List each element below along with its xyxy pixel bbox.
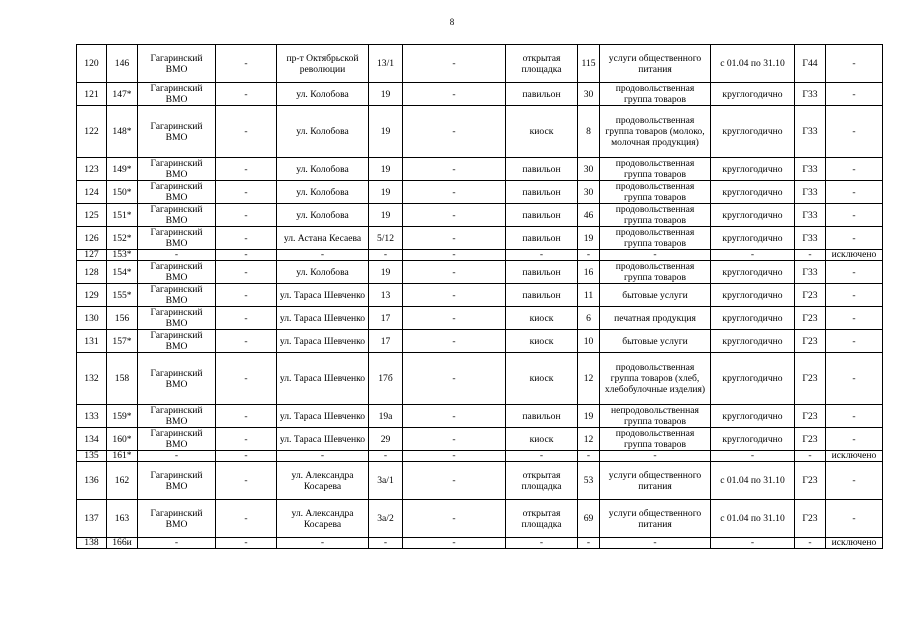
specialization-cell: продовольственная группа товаров xyxy=(600,158,711,181)
district-cell: - xyxy=(138,250,216,261)
place-number: 158 xyxy=(107,353,138,405)
district-cell: Гагаринский ВМО xyxy=(138,405,216,428)
empty-cell: - xyxy=(216,250,277,261)
table-row xyxy=(77,250,883,261)
house-cell: - xyxy=(369,451,403,462)
area-cell: 30 xyxy=(578,181,600,204)
street-cell: ул. Колобова xyxy=(277,204,369,227)
zone-cell: Г23 xyxy=(795,462,826,500)
table-row xyxy=(77,538,883,549)
district-cell: Гагаринский ВМО xyxy=(138,106,216,158)
zone-cell: Г23 xyxy=(795,284,826,307)
street-cell: ул. Александра Косарева xyxy=(277,500,369,538)
street-cell: ул. Тараса Шевченко xyxy=(277,428,369,451)
landmark-cell: - xyxy=(403,330,506,353)
row-number: 120 xyxy=(77,45,107,83)
specialization-cell: продовольственная группа товаров xyxy=(600,261,711,284)
period-cell: круглогодично xyxy=(711,261,795,284)
district-cell: Гагаринский ВМО xyxy=(138,307,216,330)
street-cell: ул. Колобова xyxy=(277,261,369,284)
table-row xyxy=(77,284,883,307)
row-number: 123 xyxy=(77,158,107,181)
table-row xyxy=(77,330,883,353)
area-cell: 12 xyxy=(578,353,600,405)
period-cell: круглогодично xyxy=(711,158,795,181)
landmark-cell: - xyxy=(403,45,506,83)
place-number: 156 xyxy=(107,307,138,330)
place-number: 147* xyxy=(107,83,138,106)
period-cell: круглогодично xyxy=(711,428,795,451)
empty-cell: - xyxy=(216,353,277,405)
note-cell: - xyxy=(826,227,883,250)
note-cell: - xyxy=(826,353,883,405)
specialization-cell: продовольственная группа товаров xyxy=(600,227,711,250)
object-type-cell: павильон xyxy=(506,284,578,307)
place-number: 163 xyxy=(107,500,138,538)
zone-cell: Г23 xyxy=(795,307,826,330)
area-cell: 53 xyxy=(578,462,600,500)
street-cell: - xyxy=(277,538,369,549)
area-cell: 10 xyxy=(578,330,600,353)
table-row xyxy=(77,204,883,227)
note-cell: исключено xyxy=(826,451,883,462)
period-cell: круглогодично xyxy=(711,181,795,204)
empty-cell: - xyxy=(216,451,277,462)
object-type-cell: - xyxy=(506,250,578,261)
row-number: 136 xyxy=(77,462,107,500)
house-cell: 13 xyxy=(369,284,403,307)
empty-cell: - xyxy=(216,284,277,307)
table-row xyxy=(77,353,883,405)
street-cell: ул. Тараса Шевченко xyxy=(277,405,369,428)
empty-cell: - xyxy=(216,83,277,106)
street-cell: ул. Колобова xyxy=(277,106,369,158)
district-cell: Гагаринский ВМО xyxy=(138,353,216,405)
house-cell: 19 xyxy=(369,83,403,106)
landmark-cell: - xyxy=(403,500,506,538)
empty-cell: - xyxy=(216,204,277,227)
street-cell: ул. Колобова xyxy=(277,181,369,204)
row-number: 125 xyxy=(77,204,107,227)
specialization-cell: услуги общественного питания xyxy=(600,500,711,538)
house-cell: 19 xyxy=(369,106,403,158)
object-type-cell: павильон xyxy=(506,204,578,227)
period-cell: круглогодично xyxy=(711,307,795,330)
row-number: 129 xyxy=(77,284,107,307)
object-type-cell: павильон xyxy=(506,227,578,250)
house-cell: 19 xyxy=(369,204,403,227)
district-cell: Гагаринский ВМО xyxy=(138,45,216,83)
row-number: 131 xyxy=(77,330,107,353)
house-cell: 3а/1 xyxy=(369,462,403,500)
object-type-cell: киоск xyxy=(506,330,578,353)
area-cell: 16 xyxy=(578,261,600,284)
note-cell: - xyxy=(826,204,883,227)
landmark-cell: - xyxy=(403,405,506,428)
place-number: 151* xyxy=(107,204,138,227)
object-type-cell: киоск xyxy=(506,428,578,451)
house-cell: - xyxy=(369,250,403,261)
landmark-cell: - xyxy=(403,227,506,250)
landmark-cell: - xyxy=(403,250,506,261)
house-cell: 17 xyxy=(369,307,403,330)
place-number: 157* xyxy=(107,330,138,353)
empty-cell: - xyxy=(216,261,277,284)
street-cell: - xyxy=(277,250,369,261)
landmark-cell: - xyxy=(403,538,506,549)
street-cell: ул. Александра Косарева xyxy=(277,462,369,500)
place-number: 162 xyxy=(107,462,138,500)
district-cell: Гагаринский ВМО xyxy=(138,181,216,204)
object-type-cell: открытая площадка xyxy=(506,462,578,500)
specialization-cell: - xyxy=(600,250,711,261)
house-cell: 3а/2 xyxy=(369,500,403,538)
specialization-cell: продовольственная группа товаров xyxy=(600,428,711,451)
district-cell: Гагаринский ВМО xyxy=(138,428,216,451)
specialization-cell: продовольственная группа товаров xyxy=(600,181,711,204)
landmark-cell: - xyxy=(403,261,506,284)
district-cell: Гагаринский ВМО xyxy=(138,261,216,284)
note-cell: - xyxy=(826,330,883,353)
landmark-cell: - xyxy=(403,353,506,405)
row-number: 124 xyxy=(77,181,107,204)
empty-cell: - xyxy=(216,158,277,181)
table-row xyxy=(77,45,883,83)
zone-cell: - xyxy=(795,250,826,261)
page-number: 8 xyxy=(449,17,455,27)
object-type-cell: павильон xyxy=(506,158,578,181)
area-cell: 19 xyxy=(578,405,600,428)
zone-cell: - xyxy=(795,538,826,549)
zone-cell: Г33 xyxy=(795,204,826,227)
landmark-cell: - xyxy=(403,83,506,106)
note-cell: - xyxy=(826,181,883,204)
house-cell: 19 xyxy=(369,158,403,181)
row-number: 133 xyxy=(77,405,107,428)
empty-cell: - xyxy=(216,538,277,549)
period-cell: круглогодично xyxy=(711,405,795,428)
object-type-cell: павильон xyxy=(506,83,578,106)
place-number: 161* xyxy=(107,451,138,462)
empty-cell: - xyxy=(216,428,277,451)
object-type-cell: - xyxy=(506,451,578,462)
zone-cell: Г33 xyxy=(795,181,826,204)
empty-cell: - xyxy=(216,227,277,250)
district-cell: Гагаринский ВМО xyxy=(138,158,216,181)
note-cell: - xyxy=(826,307,883,330)
zone-cell: Г33 xyxy=(795,83,826,106)
row-number: 134 xyxy=(77,428,107,451)
district-cell: - xyxy=(138,538,216,549)
specialization-cell: продовольственная группа товаров (молоко, молочная продукция) xyxy=(600,106,711,158)
table-row xyxy=(77,227,883,250)
zone-cell: - xyxy=(795,451,826,462)
landmark-cell: - xyxy=(403,204,506,227)
table-row xyxy=(77,428,883,451)
place-number: 159* xyxy=(107,405,138,428)
place-number: 148* xyxy=(107,106,138,158)
object-type-cell: павильон xyxy=(506,405,578,428)
period-cell: - xyxy=(711,250,795,261)
object-type-cell: киоск xyxy=(506,106,578,158)
place-number: 166и xyxy=(107,538,138,549)
empty-cell: - xyxy=(216,307,277,330)
house-cell: 13/1 xyxy=(369,45,403,83)
table-row xyxy=(77,106,883,158)
place-number: 146 xyxy=(107,45,138,83)
house-cell: 17 xyxy=(369,330,403,353)
house-cell: 19а xyxy=(369,405,403,428)
area-cell: - xyxy=(578,451,600,462)
table-row xyxy=(77,307,883,330)
specialization-cell: бытовые услуги xyxy=(600,330,711,353)
period-cell: с 01.04 по 31.10 xyxy=(711,500,795,538)
object-type-cell: киоск xyxy=(506,353,578,405)
specialization-cell: услуги общественного питания xyxy=(600,462,711,500)
table-row xyxy=(77,462,883,500)
district-cell: Гагаринский ВМО xyxy=(138,227,216,250)
street-cell: - xyxy=(277,451,369,462)
street-cell: ул. Тараса Шевченко xyxy=(277,330,369,353)
landmark-cell: - xyxy=(403,451,506,462)
period-cell: круглогодично xyxy=(711,353,795,405)
place-number: 149* xyxy=(107,158,138,181)
landmark-cell: - xyxy=(403,428,506,451)
table-row xyxy=(77,451,883,462)
district-cell: Гагаринский ВМО xyxy=(138,500,216,538)
area-cell: 6 xyxy=(578,307,600,330)
period-cell: с 01.04 по 31.10 xyxy=(711,45,795,83)
zone-cell: Г33 xyxy=(795,158,826,181)
area-cell: 30 xyxy=(578,158,600,181)
empty-cell: - xyxy=(216,106,277,158)
object-type-cell: открытая площадка xyxy=(506,500,578,538)
table-row xyxy=(77,405,883,428)
note-cell: - xyxy=(826,106,883,158)
row-number: 122 xyxy=(77,106,107,158)
zone-cell: Г44 xyxy=(795,45,826,83)
note-cell: - xyxy=(826,45,883,83)
period-cell: круглогодично xyxy=(711,83,795,106)
landmark-cell: - xyxy=(403,181,506,204)
period-cell: - xyxy=(711,538,795,549)
note-cell: - xyxy=(826,261,883,284)
table-row xyxy=(77,83,883,106)
zone-cell: Г23 xyxy=(795,405,826,428)
area-cell: 19 xyxy=(578,227,600,250)
area-cell: 115 xyxy=(578,45,600,83)
empty-cell: - xyxy=(216,45,277,83)
note-cell: - xyxy=(826,500,883,538)
row-number: 130 xyxy=(77,307,107,330)
area-cell: 8 xyxy=(578,106,600,158)
area-cell: - xyxy=(578,250,600,261)
street-cell: ул. Колобова xyxy=(277,158,369,181)
note-cell: исключено xyxy=(826,538,883,549)
table-row xyxy=(77,158,883,181)
table-row xyxy=(77,181,883,204)
note-cell: - xyxy=(826,284,883,307)
note-cell: - xyxy=(826,462,883,500)
specialization-cell: продовольственная группа товаров xyxy=(600,204,711,227)
row-number: 121 xyxy=(77,83,107,106)
note-cell: - xyxy=(826,83,883,106)
zone-cell: Г23 xyxy=(795,500,826,538)
note-cell: исключено xyxy=(826,250,883,261)
note-cell: - xyxy=(826,158,883,181)
landmark-cell: - xyxy=(403,158,506,181)
period-cell: круглогодично xyxy=(711,204,795,227)
landmark-cell: - xyxy=(403,462,506,500)
district-cell: Гагаринский ВМО xyxy=(138,462,216,500)
street-cell: ул. Тараса Шевченко xyxy=(277,307,369,330)
zone-cell: Г33 xyxy=(795,106,826,158)
district-cell: Гагаринский ВМО xyxy=(138,204,216,227)
row-number: 127 xyxy=(77,250,107,261)
object-type-cell: павильон xyxy=(506,181,578,204)
specialization-cell: продовольственная группа товаров xyxy=(600,83,711,106)
place-number: 154* xyxy=(107,261,138,284)
specialization-cell: - xyxy=(600,538,711,549)
specialization-cell: продовольственная группа товаров (хлеб, хлебобулочные изделия) xyxy=(600,353,711,405)
row-number: 128 xyxy=(77,261,107,284)
specialization-cell: услуги общественного питания xyxy=(600,45,711,83)
zone-cell: Г33 xyxy=(795,261,826,284)
specialization-cell: бытовые услуги xyxy=(600,284,711,307)
street-cell: пр-т Октябрьской революции xyxy=(277,45,369,83)
district-cell: Гагаринский ВМО xyxy=(138,284,216,307)
area-cell: - xyxy=(578,538,600,549)
object-type-cell: киоск xyxy=(506,307,578,330)
area-cell: 11 xyxy=(578,284,600,307)
house-cell: 19 xyxy=(369,181,403,204)
period-cell: круглогодично xyxy=(711,227,795,250)
specialization-cell: печатная продукция xyxy=(600,307,711,330)
district-cell: - xyxy=(138,451,216,462)
row-number: 137 xyxy=(77,500,107,538)
object-type-cell: открытая площадка xyxy=(506,45,578,83)
house-cell: - xyxy=(369,538,403,549)
place-number: 160* xyxy=(107,428,138,451)
empty-cell: - xyxy=(216,405,277,428)
house-cell: 19 xyxy=(369,261,403,284)
street-cell: ул. Колобова xyxy=(277,83,369,106)
place-number: 155* xyxy=(107,284,138,307)
period-cell: - xyxy=(711,451,795,462)
house-cell: 17б xyxy=(369,353,403,405)
period-cell: с 01.04 по 31.10 xyxy=(711,462,795,500)
place-number: 153* xyxy=(107,250,138,261)
specialization-cell: - xyxy=(600,451,711,462)
empty-cell: - xyxy=(216,462,277,500)
district-cell: Гагаринский ВМО xyxy=(138,330,216,353)
street-cell: ул. Астана Кесаева xyxy=(277,227,369,250)
place-number: 152* xyxy=(107,227,138,250)
row-number: 126 xyxy=(77,227,107,250)
zone-cell: Г23 xyxy=(795,353,826,405)
landmark-cell: - xyxy=(403,307,506,330)
district-cell: Гагаринский ВМО xyxy=(138,83,216,106)
row-number: 132 xyxy=(77,353,107,405)
place-number: 150* xyxy=(107,181,138,204)
zone-cell: Г23 xyxy=(795,428,826,451)
table-row xyxy=(77,500,883,538)
house-cell: 5/12 xyxy=(369,227,403,250)
street-cell: ул. Тараса Шевченко xyxy=(277,353,369,405)
period-cell: круглогодично xyxy=(711,330,795,353)
note-cell: - xyxy=(826,428,883,451)
row-number: 138 xyxy=(77,538,107,549)
street-cell: ул. Тараса Шевченко xyxy=(277,284,369,307)
zone-cell: Г33 xyxy=(795,227,826,250)
area-cell: 46 xyxy=(578,204,600,227)
period-cell: круглогодично xyxy=(711,284,795,307)
empty-cell: - xyxy=(216,330,277,353)
zone-cell: Г23 xyxy=(795,330,826,353)
specialization-cell: непродовольственная группа товаров xyxy=(600,405,711,428)
object-type-cell: - xyxy=(506,538,578,549)
row-number: 135 xyxy=(77,451,107,462)
empty-cell: - xyxy=(216,181,277,204)
landmark-cell: - xyxy=(403,284,506,307)
landmark-cell: - xyxy=(403,106,506,158)
registry-table xyxy=(76,44,883,549)
object-type-cell: павильон xyxy=(506,261,578,284)
house-cell: 29 xyxy=(369,428,403,451)
period-cell: круглогодично xyxy=(711,106,795,158)
area-cell: 12 xyxy=(578,428,600,451)
note-cell: - xyxy=(826,405,883,428)
area-cell: 30 xyxy=(578,83,600,106)
area-cell: 69 xyxy=(578,500,600,538)
empty-cell: - xyxy=(216,500,277,538)
table-row xyxy=(77,261,883,284)
registry-table-body xyxy=(77,45,883,549)
